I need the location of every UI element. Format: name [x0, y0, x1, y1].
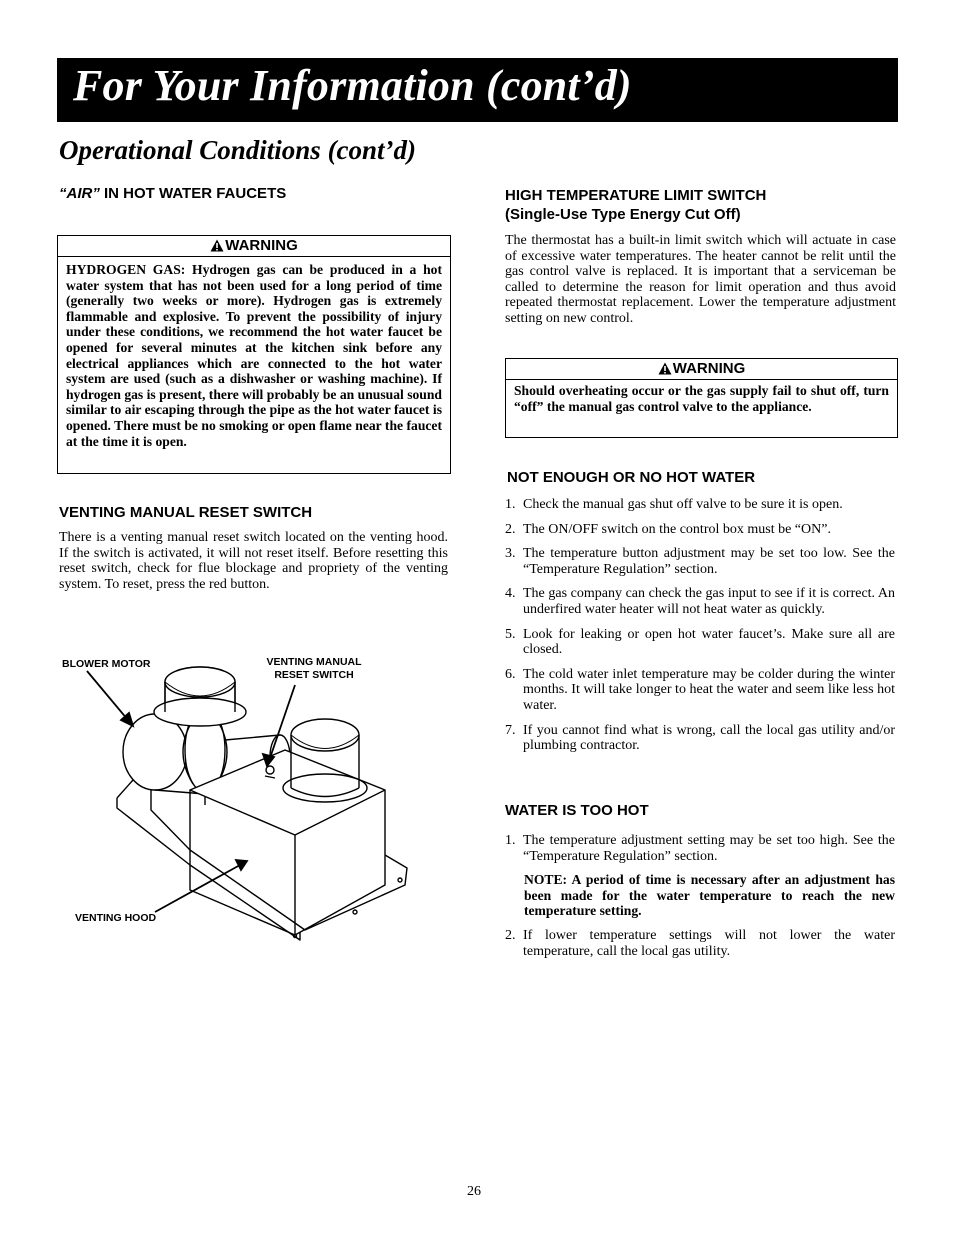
list-item-text: The temperature button adjustment may be set too low. See the “Temperature Regulation” section. — [523, 546, 895, 577]
too-hot-note: NOTE: A period of time is necessary after an adjustment has been made for the water temperature to reach the new temperature setting. — [524, 872, 895, 919]
venting-section-heading: VENTING MANUAL RESET SWITCH — [59, 504, 313, 521]
list-item-text: The cold water inlet temperature may be colder during the winter months. It will take longer to heat the water and seem like less hot water. — [523, 666, 895, 713]
too-hot-heading: WATER IS TOO HOT — [505, 802, 649, 819]
list-item — [505, 546, 895, 577]
list-item — [505, 723, 895, 754]
list-item-number: 7. — [505, 722, 516, 738]
air-heading-italic: “AIR” — [59, 185, 100, 202]
warning-triangle-icon — [658, 362, 672, 375]
list-item-text: Check the manual gas shut off valve to be sure it is open. — [523, 497, 843, 512]
limit-heading-line-2: (Single-Use Type Energy Cut Off) — [505, 206, 741, 223]
page-number: 26 — [467, 1184, 481, 1199]
warning-label: WARNING — [225, 237, 298, 254]
list-item-number: 4. — [505, 586, 516, 602]
page-title: For Your Information (cont’d) — [73, 61, 632, 110]
list-item-number: 5. — [505, 626, 516, 642]
figure-label-blower-motor: BLOWER MOTOR — [62, 658, 151, 670]
reset-switch-label-line-1: VENTING MANUAL — [266, 656, 362, 668]
reset-switch-label-line-2: RESET SWITCH — [274, 668, 354, 681]
list-item — [505, 627, 895, 658]
hydrogen-warning-text: HYDROGEN GAS: Hydrogen gas can be produced in a hot water system that has not been used for a long period of time (generally two weeks or more). Hydrogen gas is extremely flammable and explosive. To prevent the possibility of injury under these conditions, we recommend the hot water faucet be opened for several minutes at the kitchen sink before any electrical appliances which are connected to the hot water system are used (such as a dishwasher or washing machine). If hydrogen gas is present, there will probably be an unusual sound similar to air escaping through the pipe as the hot water faucet is opened. There must be no smoking or open flame near the faucet at the time it is open. — [66, 262, 442, 449]
list-item-text: If you cannot find what is wrong, call the local gas utility and/or plumbing contractor. — [523, 722, 895, 754]
warning-triangle-icon — [210, 239, 224, 252]
limit-switch-text: The thermostat has a built-in limit switch which will actuate in case of excessive water temperatures. The heater cannot be relit until the gas control valve is replaced. It is important that a serviceman be called to determine the reason for limit operation and thus avoid repeated thermostat replacement. Lower the temperature adjustment setting on new control. — [505, 233, 896, 326]
list-item — [505, 667, 895, 714]
list-item — [505, 522, 895, 538]
venting-section-text: There is a venting manual reset switch located on the venting hood. If the switch is activated, it will not reset itself. Before resetting this reset switch, check for flue blockage and propriety of the venting system. To reset, press the red button. — [59, 530, 448, 592]
list-item-text: The gas company can check the gas input to see if it is correct. An underfired water heater will not heat water as quickly. — [523, 586, 895, 617]
list-item-number: 6. — [505, 666, 516, 682]
list-item-text: If lower temperature settings will not lower the water temperature, call the local gas utility. — [523, 927, 895, 959]
list-item-text: Look for leaking or open hot water faucet’s. Make sure all are closed. — [523, 626, 895, 658]
list-item-text: The temperature adjustment setting may be set too high. See the “Temperature Regulation” section. — [523, 833, 895, 864]
list-item-number: 3. — [505, 546, 516, 562]
list-item — [505, 833, 895, 864]
list-item-number: 2. — [505, 521, 516, 537]
no-hot-water-list — [505, 497, 895, 754]
limit-switch-heading — [505, 186, 900, 224]
section-subtitle: Operational Conditions (cont’d) — [59, 135, 417, 165]
warning-header — [506, 359, 897, 380]
no-hot-water-heading: NOT ENOUGH OR NO HOT WATER — [507, 469, 756, 486]
list-item — [505, 928, 895, 959]
hydrogen-warning-box — [57, 235, 451, 474]
too-hot-list — [505, 833, 895, 959]
page-banner — [57, 58, 898, 122]
air-heading-rest: IN HOT WATER FAUCETS — [99, 185, 287, 202]
list-item — [505, 497, 895, 513]
warning-header — [58, 236, 450, 257]
overheating-warning-text: Should overheating occur or the gas supply fail to shut off, turn “off” the manual gas control valve to the appliance. — [514, 383, 889, 414]
overheating-warning-box — [505, 358, 898, 438]
limit-heading-line-1: HIGH TEMPERATURE LIMIT SWITCH — [505, 187, 767, 204]
list-item-text: The ON/OFF switch on the control box must be “ON”. — [523, 521, 831, 537]
air-section-heading — [59, 185, 286, 202]
list-item-number: 1. — [505, 497, 516, 512]
venting-hood-diagram — [55, 640, 435, 960]
list-item-number: 2. — [505, 927, 516, 943]
figure-label-venting-hood: VENTING HOOD — [75, 912, 157, 924]
list-item-number: 1. — [505, 833, 516, 848]
warning-label: WARNING — [672, 360, 746, 377]
list-item — [505, 586, 895, 617]
